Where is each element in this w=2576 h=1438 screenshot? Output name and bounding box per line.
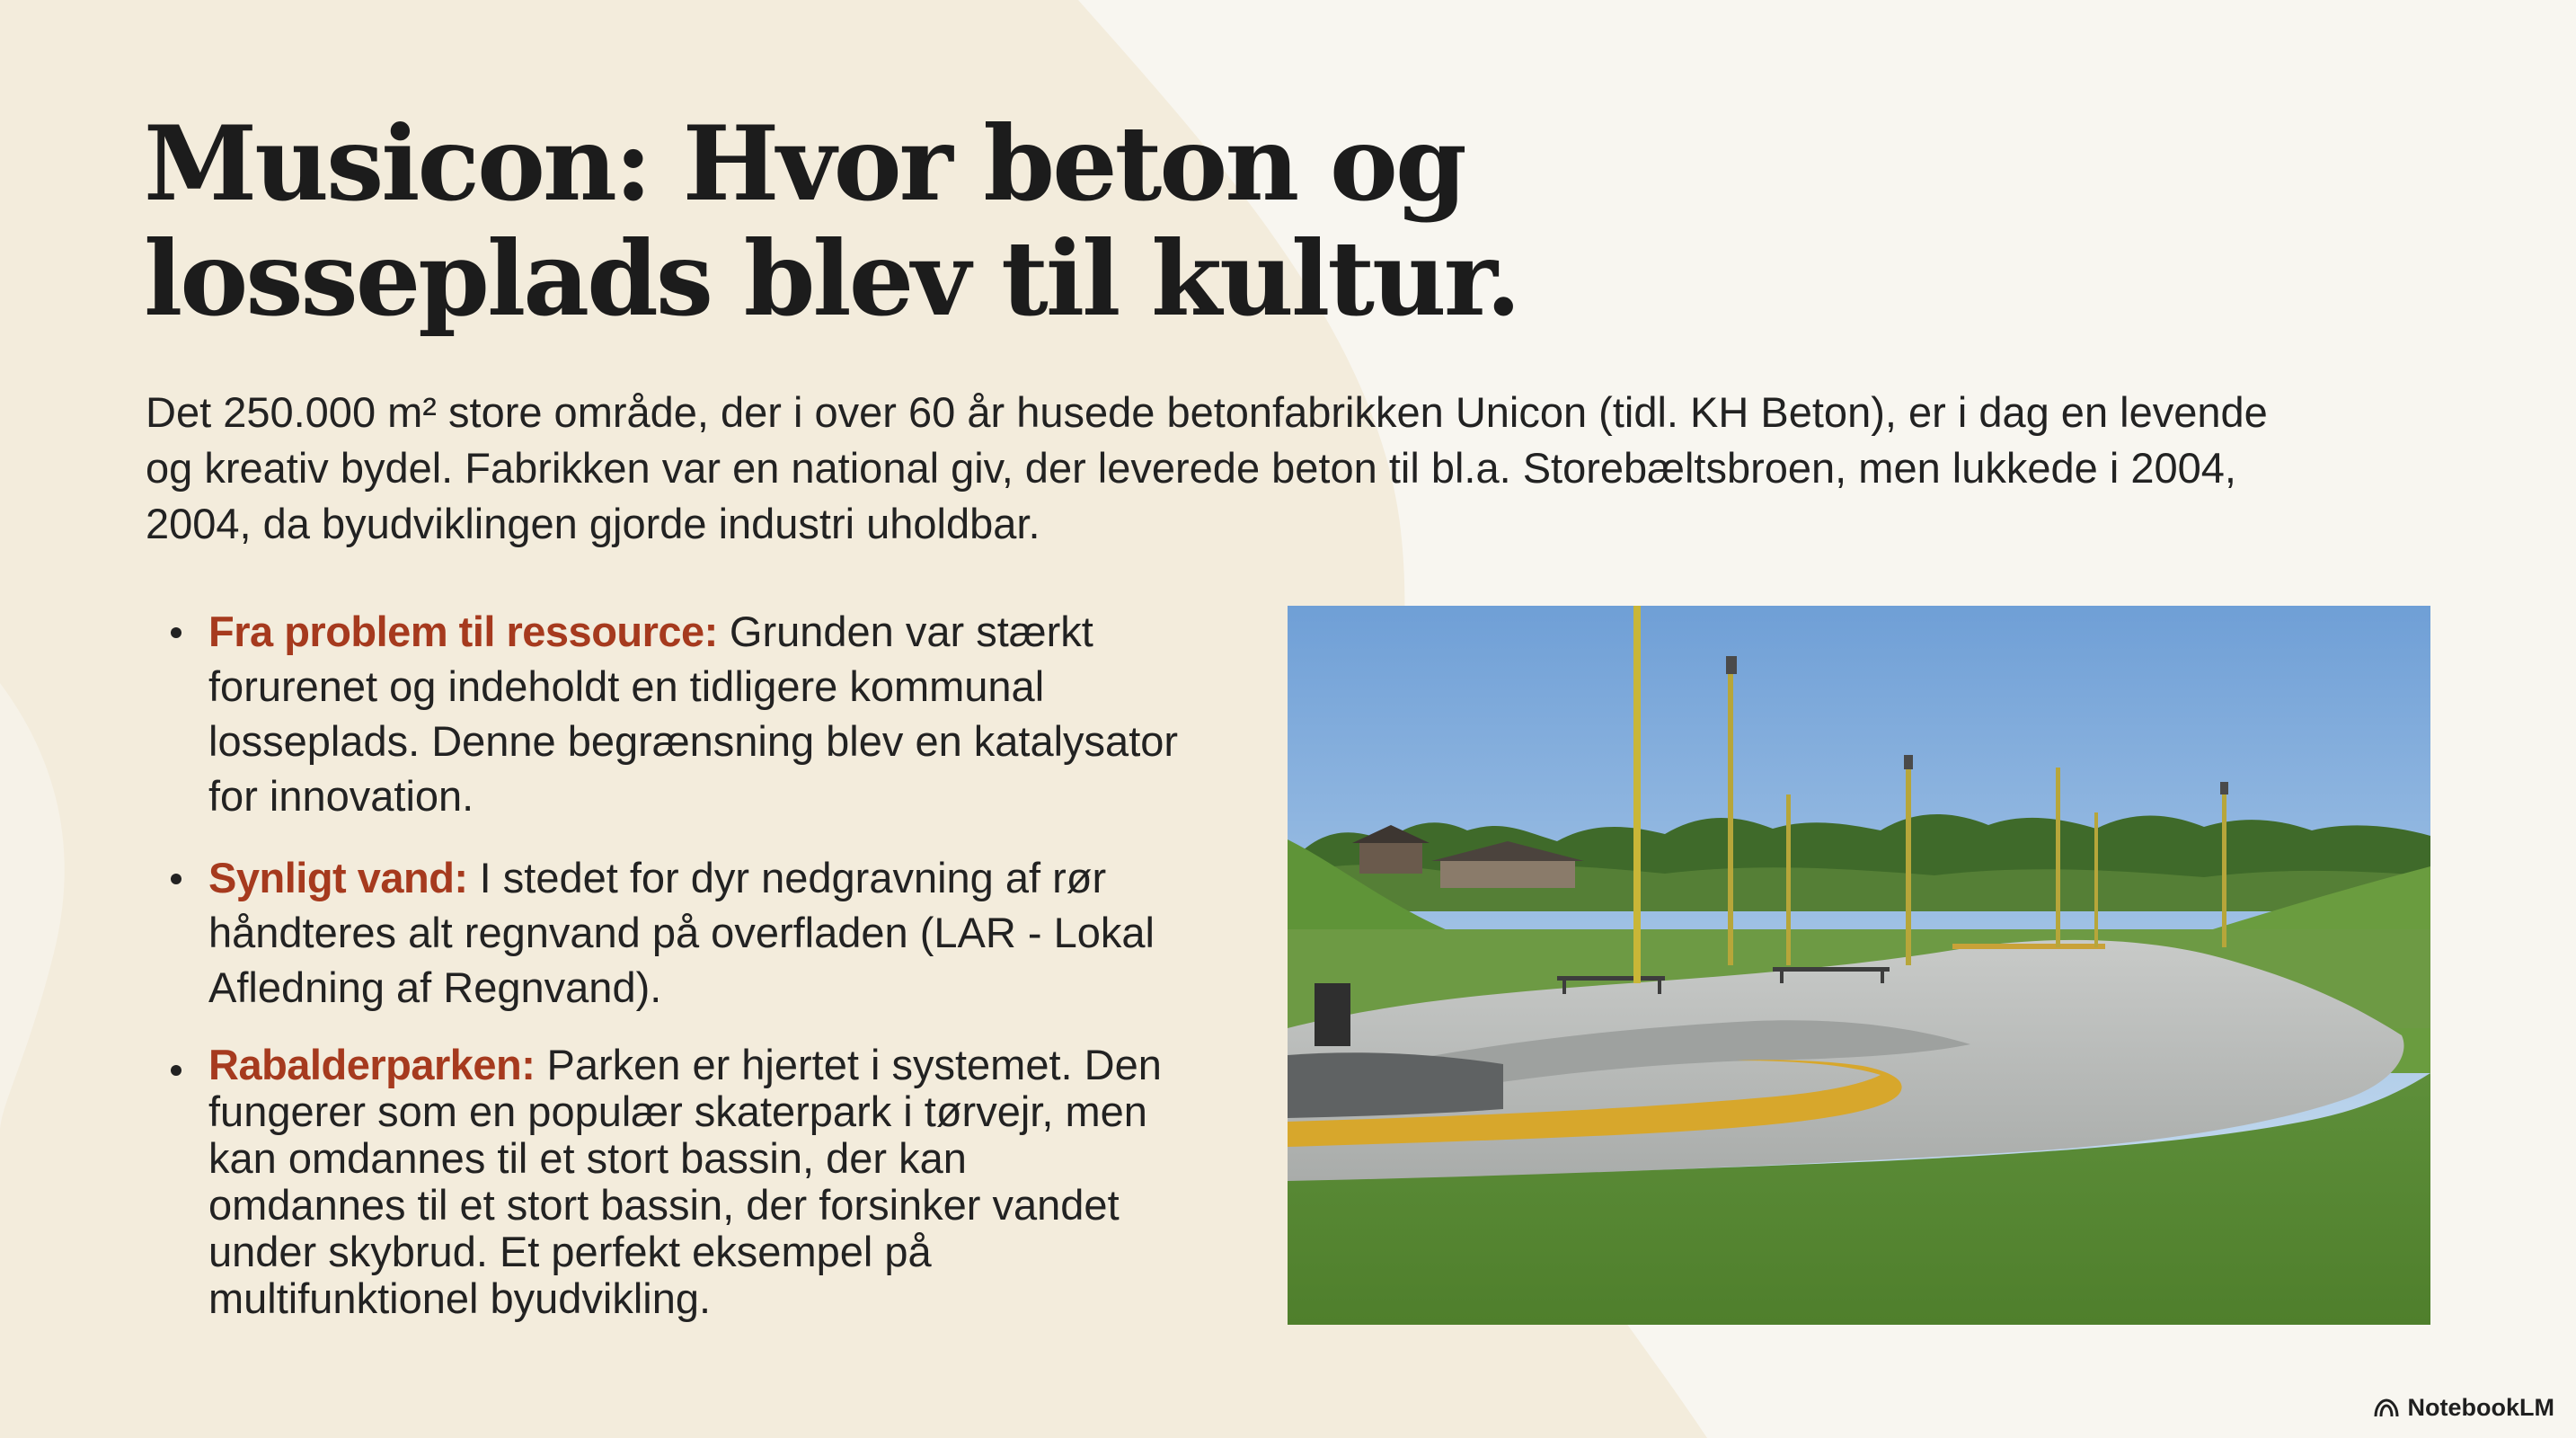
bullet-item — [146, 604, 1269, 823]
bullet-line: omdannes til et stort bassin, der forsinker vandet — [208, 1181, 1120, 1229]
bullet-first-line — [208, 604, 1269, 659]
bullet-dot — [171, 874, 181, 884]
bullet-line: Afledning af Regnvand). — [208, 963, 662, 1011]
bullet-text: Grunden var stærkt — [717, 608, 1093, 655]
intro-line: og kreativ bydel. Fabrikken var en national giv, der leverede beton til bl.a. Storebæltsbroen, men lukkede i 2004, — [146, 444, 2236, 492]
intro-line: Det 250.000 m² store område, der i over 60 år husede betonfabrikken Unicon (tidl. KH Beton), er i dag en levende — [146, 388, 2268, 436]
bullet-line: for innovation. — [208, 772, 474, 820]
brand-label: NotebookLM — [2407, 1394, 2554, 1421]
bullet-line: fungerer som en populær skaterpark i tørvejr, men — [208, 1087, 1147, 1135]
bullet-label: Fra problem til ressource: — [208, 608, 718, 655]
bullet-line: under skybrud. Et perfekt eksempel på — [208, 1228, 932, 1275]
bullet-text: Parken er hjertet i systemet. Den — [535, 1041, 1162, 1088]
bullet-line: kan omdannes til et stort bassin, der kan — [208, 1134, 967, 1182]
bullet-dot — [171, 1065, 181, 1076]
bullet-dot — [171, 627, 181, 638]
skatepark-photo — [1288, 606, 2430, 1325]
bullet-label: Synligt vand: — [208, 854, 468, 901]
bullet-label: Rabalderparken: — [208, 1041, 536, 1088]
bullet-item — [146, 1042, 1269, 1322]
intro-paragraph — [146, 385, 2446, 552]
notebooklm-brand — [2374, 1394, 2554, 1422]
bullet-text: I stedet for dyr nedgravning af rør — [467, 854, 1107, 901]
bullet-line: losseplads. Denne begrænsning blev en katalysator — [208, 717, 1179, 765]
bullet-item — [146, 850, 1269, 1015]
title-line: Musicon: Hvor beton og — [144, 103, 1465, 224]
bullet-list — [146, 604, 1269, 1322]
bullet-line: forurenet og indeholdt en tidligere kommunal — [208, 662, 1045, 710]
title-line: losseplads blev til kultur. — [144, 218, 1519, 339]
bullet-first-line — [208, 1042, 1269, 1088]
bullet-line: multifunktionel byudvikling. — [208, 1274, 712, 1322]
bullet-first-line — [208, 850, 1269, 905]
slide-title — [144, 103, 1581, 339]
intro-line: 2004, da byudviklingen gjorde industri uholdbar. — [146, 500, 1040, 547]
notebooklm-logo-icon — [2374, 1398, 2399, 1418]
bullet-line: håndteres alt regnvand på overfladen (LAR - Lokal — [208, 909, 1155, 956]
